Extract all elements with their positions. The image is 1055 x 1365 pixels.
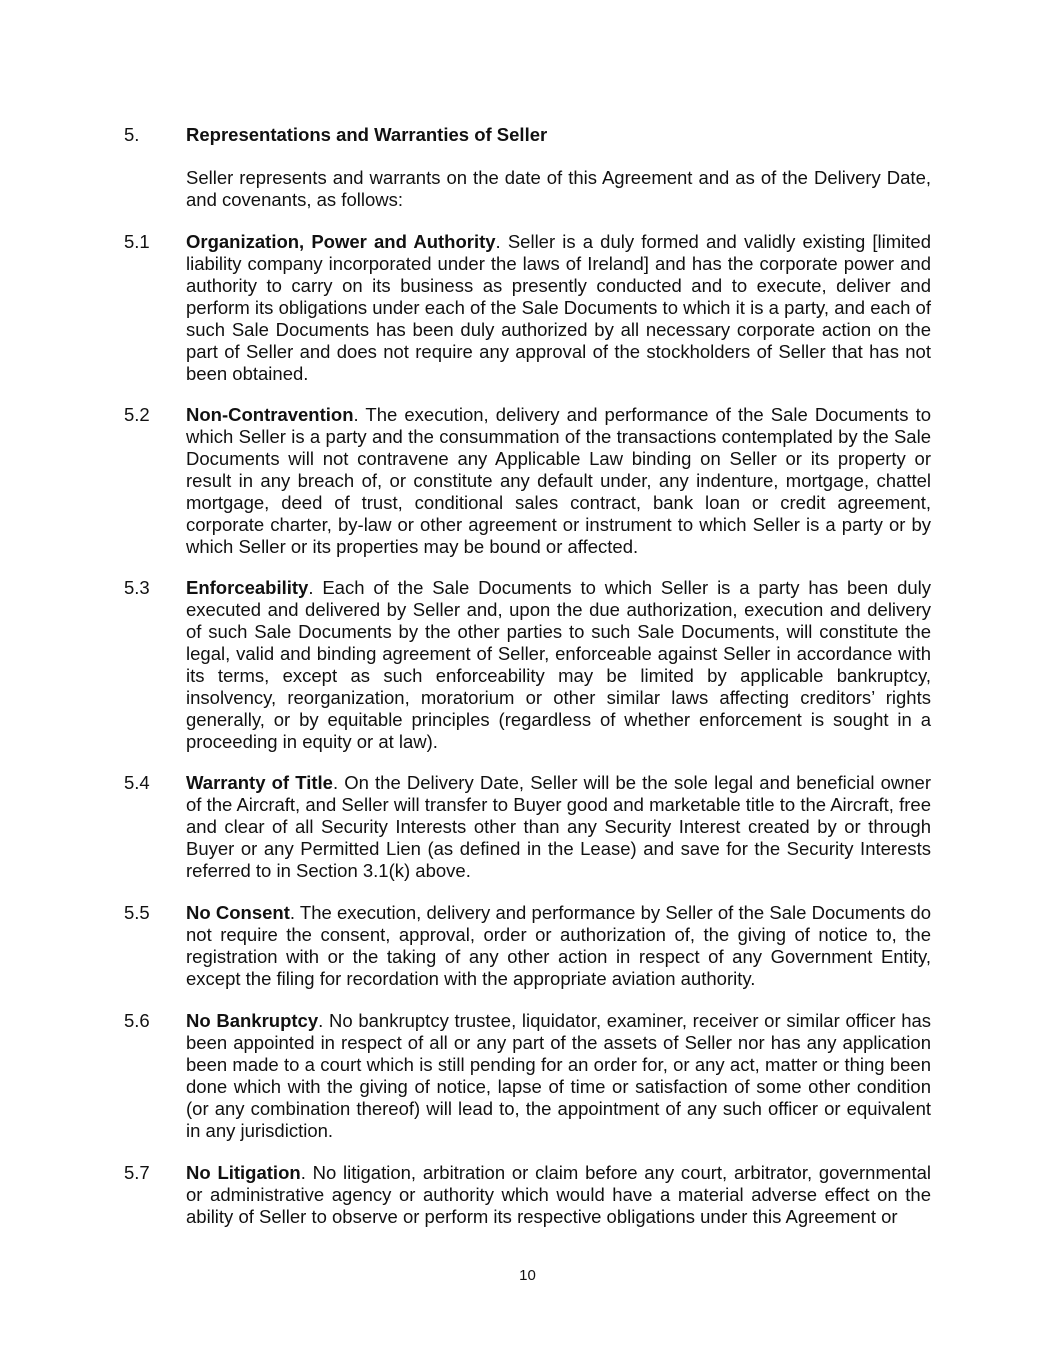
clause-text: Each of the Sale Documents to which Seller is a party has been duly executed and delivered by Seller and, upon the due authorization, execution and delivery of such Sale Documents by the other parties to such Sale Documents, will constitute the legal, valid and binding agreement of Seller, enforceable against Seller in accordance with its terms, except as such enforceability may be limited by applicable bankruptcy, insolvency, reorganization, moratorium or other similar laws affecting creditors’ rights generally, or by equitable principles (regardless of whether enforcement is sought in a proceeding in equity or at law). bbox=[186, 577, 932, 752]
clause-title: No Bankruptcy bbox=[186, 1010, 319, 1031]
clause-separator: . bbox=[495, 231, 508, 252]
clause-number: 5.2 bbox=[124, 404, 150, 425]
clause-body bbox=[186, 231, 931, 385]
clause-body bbox=[186, 1010, 931, 1142]
clause-body bbox=[186, 1162, 931, 1228]
clause-number: 5.4 bbox=[124, 772, 150, 793]
clause-title: Non-Contravention bbox=[186, 404, 354, 425]
clause-number: 5.1 bbox=[124, 231, 150, 252]
clause-separator: . bbox=[332, 772, 345, 793]
clause-5-7 bbox=[124, 1162, 931, 1228]
clause-title: No Consent bbox=[186, 902, 290, 923]
clause-5-4 bbox=[124, 772, 931, 882]
section-number: 5. bbox=[124, 124, 140, 145]
clause-separator: . bbox=[318, 1010, 329, 1031]
clause-5-6 bbox=[124, 1010, 931, 1142]
clause-title: Organization, Power and Authority bbox=[186, 231, 496, 252]
clause-text: Seller is a duly formed and validly existing [limited liability company incorporated under the laws of Ireland] and has the corporate power and authority to carry on its business as presently conducted and to execute, deliver and perform its obligations under each of the Sale Documents to which it is a party, and each of such Sale Documents has been duly authorized by all necessary corporate action on the part of Seller and does not require any approval of the stockholders of Seller that has not been obtained. bbox=[186, 231, 931, 384]
clause-number: 5.6 bbox=[124, 1010, 150, 1031]
clause-5-1 bbox=[124, 231, 931, 385]
clause-text: No bankruptcy trustee, liquidator, examiner, receiver or similar officer has been appointed in respect of all or any part of the assets of Seller nor has any application been made to a court which is still pending for an order for, or any act, matter or thing been done which with the giving of notice, lapse of time or satisfaction of some other condition (or any combination thereof) will lead to, the appointment of any such officer or equivalent in any jurisdiction. bbox=[186, 1010, 932, 1141]
clause-number: 5.3 bbox=[124, 577, 150, 598]
clause-number: 5.5 bbox=[124, 902, 150, 923]
clause-body bbox=[186, 902, 931, 990]
clause-separator: . bbox=[300, 1162, 313, 1183]
section-intro: Seller represents and warrants on the date of this Agreement and as of the Delivery Date, and covenants, as follows: bbox=[186, 167, 931, 210]
clause-title: No Litigation bbox=[186, 1162, 301, 1183]
clause-body bbox=[186, 404, 931, 558]
clause-number: 5.7 bbox=[124, 1162, 150, 1183]
clause-text: On the Delivery Date, Seller will be the sole legal and beneficial owner of the Aircraft, and Seller will transfer to Buyer good and marketable title to the Aircraft, free and clear of all Security Interests other than any Security Interest created by or through Buyer or any Permitted Lien (as defined in the Lease) and save for the Security Interests referred to in Section 3.1(k) above. bbox=[186, 772, 931, 881]
clause-separator: . bbox=[289, 902, 300, 923]
clause-5-5 bbox=[124, 902, 931, 990]
clause-title: Warranty of Title bbox=[186, 772, 333, 793]
clause-body bbox=[186, 772, 931, 882]
clause-text: No litigation, arbitration or claim before any court, arbitrator, governmental or administrative agency or authority which would have a material adverse effect on the ability of Seller to observe or perform its respective obligations under this Agreement or bbox=[186, 1162, 931, 1227]
clause-separator: . bbox=[308, 577, 323, 598]
clause-separator: . bbox=[353, 404, 366, 425]
page-number: 10 bbox=[519, 1267, 536, 1284]
clause-5-2 bbox=[124, 404, 931, 558]
clause-title: Enforceability bbox=[186, 577, 309, 598]
clause-5-3 bbox=[124, 577, 931, 753]
clause-text: The execution, delivery and performance of the Sale Documents to which Seller is a party and the consummation of the transactions contemplated by the Sale Documents will not contravene any Applicable Law binding on Seller or its property or result in any breach of, or constitute any default under, any indenture, mortgage, chattel mortgage, deed of trust, conditional sales contract, bank loan or credit agreement, corporate charter, by-law or other agreement or instrument to which Seller is a party or by which Seller or its properties may be bound or affected. bbox=[186, 404, 931, 557]
clause-text: The execution, delivery and performance by Seller of the Sale Documents do not require the consent, approval, order or authorization of, the giving of notice to, the registration with or the taking of any other action in respect of any Government Entity, except the filing for recordation with the appropriate aviation authority. bbox=[186, 902, 931, 989]
section-title: Representations and Warranties of Seller bbox=[186, 124, 548, 145]
clause-body bbox=[186, 577, 931, 753]
